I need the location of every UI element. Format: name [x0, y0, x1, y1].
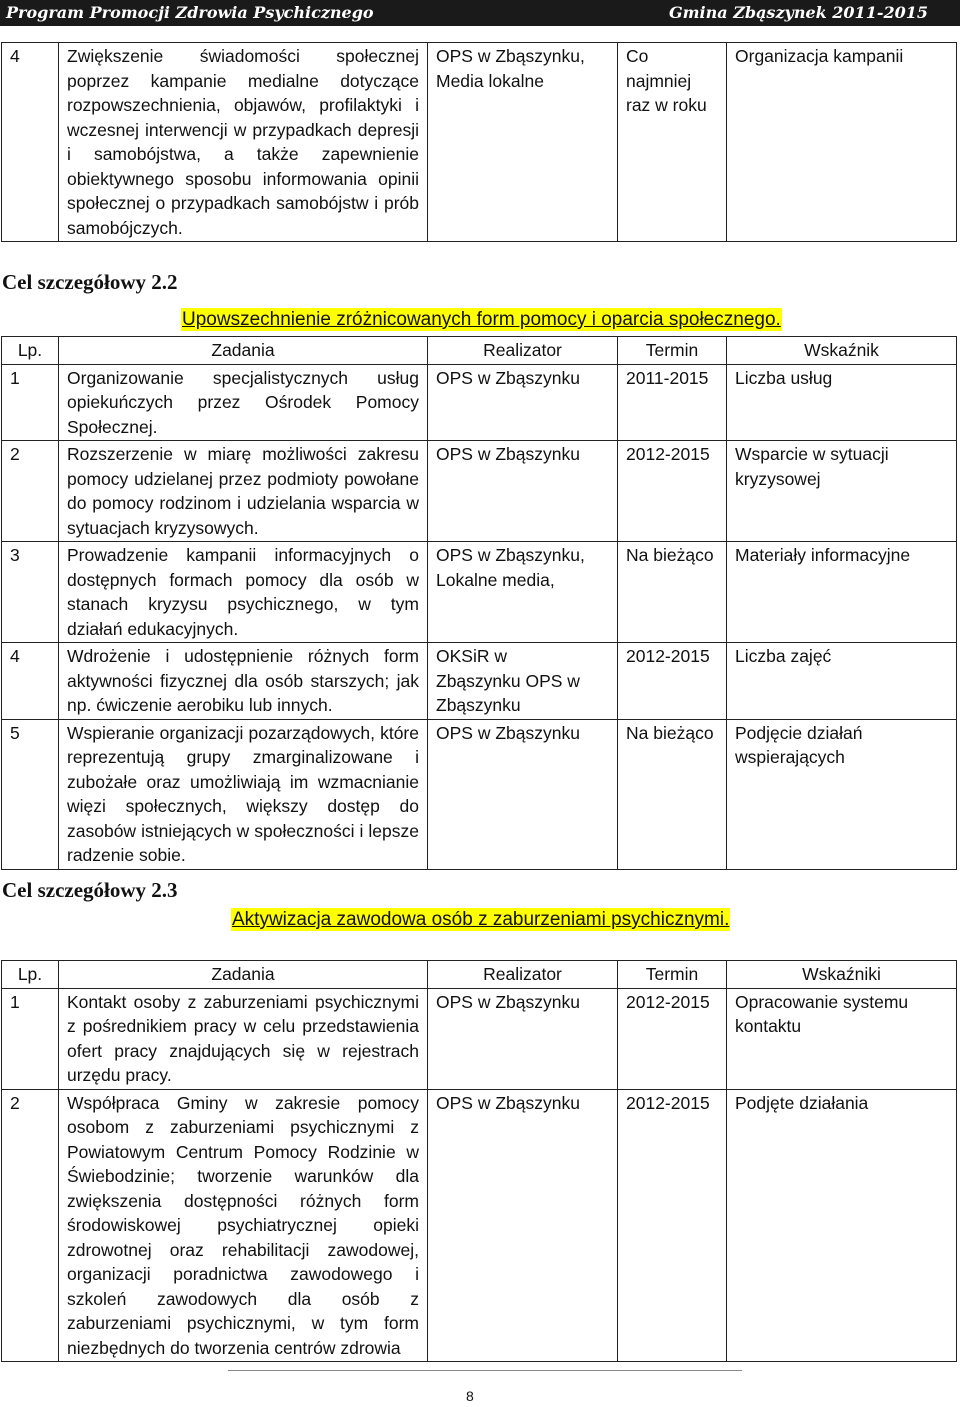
- page-header: [0, 0, 960, 26]
- row-zadania: Współpraca Gminy w zakresie pomocy osobom z zaburzeniami psychicznymi z Powiatowym Centrum Pomocy Rodzinie w Świebodzinie; tworzenie warunków dla zwiększenia dostępności różnych form środowiskowej psychiatrycznej opieki zdrowotnej oraz rehabilitacji zawodowej, organizacji poradnictwa zawodowego i szkoleń zawodowych dla osób z zaburzeniami psychicznymi, w tym form niezbędnych do tworzenia centrów zdrowia: [59, 1089, 428, 1362]
- table-header-row: [2, 337, 957, 365]
- page-number: 8: [466, 1388, 474, 1404]
- row-termin-text: Co najmniej raz w roku: [626, 46, 707, 115]
- row-termin: 2012-2015: [618, 988, 727, 1089]
- table-row: [2, 988, 957, 1089]
- row-lp: 4: [2, 43, 59, 242]
- col-header-realizator: Realizator: [428, 961, 618, 989]
- table-header-row: [2, 961, 957, 989]
- row-wskaznik: Liczba zajęć: [727, 643, 957, 720]
- col-header-lp: Lp.: [2, 337, 59, 365]
- row-wskaznik: Materiały informacyjne: [727, 542, 957, 643]
- row-wskaznik: Podjęte działania: [727, 1089, 957, 1362]
- header-gmina-title: Gmina Zbąszynek 2011-2015: [668, 3, 928, 22]
- row-termin: Na bieżąco: [618, 719, 727, 869]
- row-realizator: [428, 643, 618, 720]
- row-realizator: OPS w Zbąszynku: [428, 441, 618, 542]
- row-zadania: Zwiększenie świadomości społecznej poprzez kampanie medialne dotyczące rozpowszechnienia, objawów, profilaktyki i wczesnej interwencji w przypadkach depresji i samobójstwa, a także zapewnienie obiektywnego sposobu informowania opinii społecznej o przypadkach samobójstw i prób samobójczych.: [59, 43, 428, 242]
- row-lp: 1: [2, 364, 59, 441]
- row-zadania: Wspieranie organizacji pozarządowych, które reprezentują grupy zmarginalizowane i zubożałe oraz umożliwiają im wzmacnianie więzi społecznych, większy dostęp do zasobów istniejących w społeczności i lepsze radzenie sobie.: [59, 719, 428, 869]
- row-wskaznik: Opracowanie systemu kontaktu: [727, 988, 957, 1089]
- row-realizator: OPS w Zbąszynku: [428, 1089, 618, 1362]
- row-termin: 2011-2015: [618, 364, 727, 441]
- row-zadania: Rozszerzenie w miarę możliwości zakresu pomocy udzielanej przez podmioty powołane do pomocy rodzinom i udzielania wsparcia w sytuacjach kryzysowych.: [59, 441, 428, 542]
- table-row: [2, 1089, 957, 1362]
- row-termin: 2012-2015: [618, 441, 727, 542]
- table-row: [2, 719, 957, 869]
- row-termin: Na bieżąco: [618, 542, 727, 643]
- table-row: [2, 542, 957, 643]
- row-zadania: Wdrożenie i udostępnienie różnych form aktywności fizycznej dla osób starszych; jak np. ćwiczenie aerobiku lub innych.: [59, 643, 428, 720]
- col-header-wskaznik: Wskaźnik: [727, 337, 957, 365]
- row-realizator: OPS w Zbąszynku: [428, 364, 618, 441]
- row-realizator: OPS w Zbąszynku: [428, 988, 618, 1089]
- row-lp: 2: [2, 441, 59, 542]
- row-lp: 2: [2, 1089, 59, 1362]
- row-termin: 2012-2015: [618, 643, 727, 720]
- row-realizator: OPS w Zbąszynku: [428, 719, 618, 869]
- col-header-wskaznik: Wskaźniki: [727, 961, 957, 989]
- col-header-zadania: Zadania: [59, 961, 428, 989]
- footer-rule: [228, 1370, 742, 1371]
- row-lp: 4: [2, 643, 59, 720]
- col-header-lp: Lp.: [2, 961, 59, 989]
- row-zadania: Prowadzenie kampanii informacyjnych o dostępnych formach pomocy dla osób w stanach kryzysu psychicznego, w tym działań edukacyjnych.: [59, 542, 428, 643]
- objective-2-3-table: [1, 960, 957, 1362]
- section-heading-2-3: Cel szczegółowy 2.3: [2, 878, 178, 902]
- row-realizator: OPS w Zbąszynku, Lokalne media,: [428, 542, 618, 643]
- row-wskaznik: Podjęcie działań wspierających: [727, 719, 957, 869]
- row-wskaznik: Wsparcie w sytuacji kryzysowej: [727, 441, 957, 542]
- row-termin: 2012-2015: [618, 1089, 727, 1362]
- row-wskaznik: Organizacja kampanii: [727, 43, 957, 242]
- table-row: [2, 43, 957, 242]
- section-subtitle-2-2: Upowszechnienie zróżnicowanych form pomocy i oparcia społecznego.: [182, 309, 781, 330]
- header-program-title: Program Promocji Zdrowia Psychicznego: [6, 3, 374, 22]
- col-header-termin: Termin: [618, 961, 727, 989]
- row-realizator-text: OKSiR w Zbąszynku OPS w Zbąszynku: [436, 646, 580, 715]
- objective-2-2-table: [1, 336, 957, 870]
- row-lp: 1: [2, 988, 59, 1089]
- col-header-termin: Termin: [618, 337, 727, 365]
- table-row: [2, 643, 957, 720]
- section-heading-2-2: Cel szczegółowy 2.2: [2, 270, 178, 294]
- section-subtitle-2-3: Aktywizacja zawodowa osób z zaburzeniami psychicznymi.: [232, 909, 730, 930]
- row-realizator: OPS w Zbąszynku, Media lokalne: [428, 43, 618, 242]
- table-row: [2, 364, 957, 441]
- col-header-realizator: Realizator: [428, 337, 618, 365]
- row-lp: 5: [2, 719, 59, 869]
- row-wskaznik: Liczba usług: [727, 364, 957, 441]
- table-row: [2, 441, 957, 542]
- row-zadania: Organizowanie specjalistycznych usług opiekuńczych przez Ośrodek Pomocy Społecznej.: [59, 364, 428, 441]
- col-header-zadania: Zadania: [59, 337, 428, 365]
- row-termin: [618, 43, 727, 242]
- row-zadania: Kontakt osoby z zaburzeniami psychicznymi z pośrednikiem pracy w celu przedstawienia ofert pracy znajdujących się w rejestrach urzędu pracy.: [59, 988, 428, 1089]
- row-lp: 3: [2, 542, 59, 643]
- continuation-table: [1, 42, 957, 242]
